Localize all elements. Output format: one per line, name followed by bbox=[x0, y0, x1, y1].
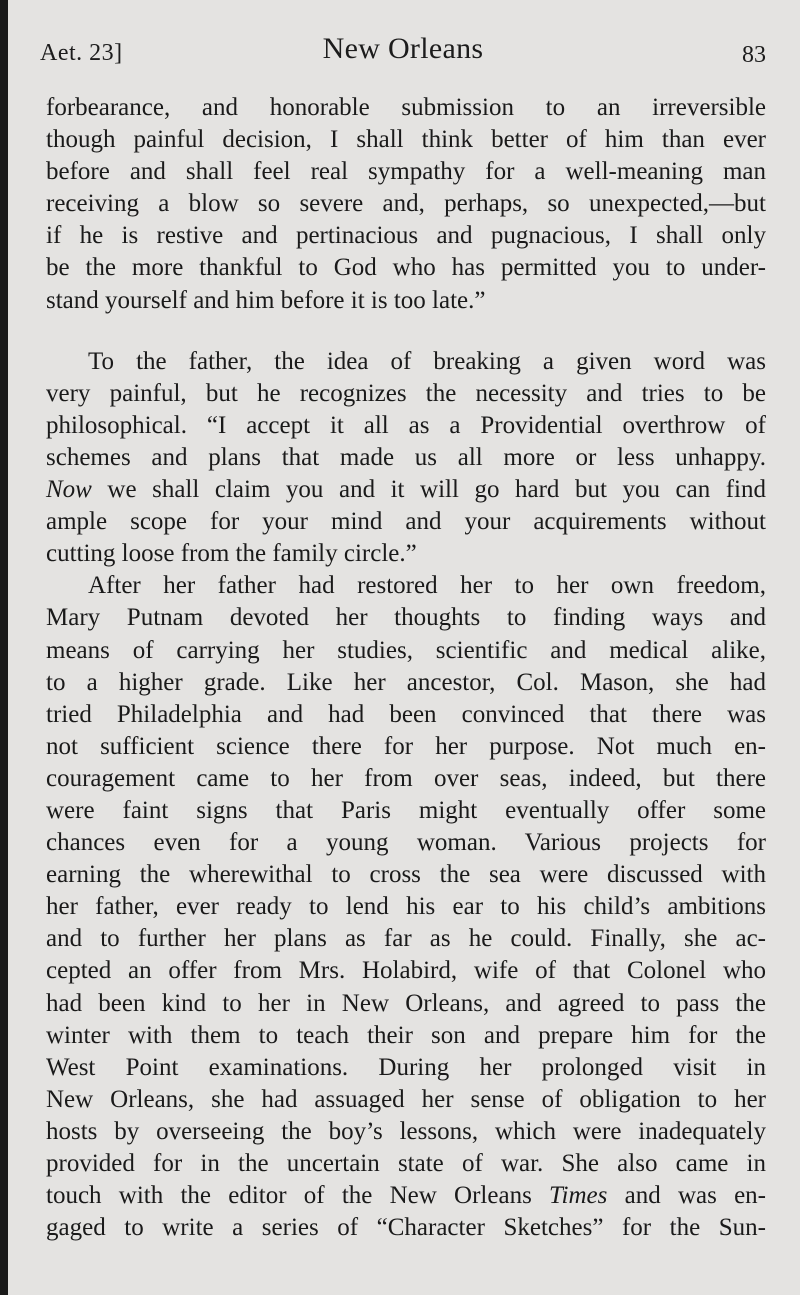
book-page bbox=[8, 0, 800, 1295]
text-line: cepted an offer from Mrs. Holabird, wife of that Colonel who bbox=[46, 957, 766, 985]
body-text bbox=[46, 92, 766, 1244]
running-head bbox=[40, 28, 766, 74]
italic-times: Times bbox=[549, 1182, 608, 1210]
text-line: West Point examinations. During her prolonged visit in bbox=[46, 1053, 766, 1081]
running-head-title: New Orleans bbox=[322, 32, 484, 65]
text-line: cutting loose from the family circle.” bbox=[46, 540, 417, 568]
text-line: ample scope for your mind and your acquirements without bbox=[46, 508, 766, 536]
paragraph-3 bbox=[46, 570, 766, 1244]
running-head-age: Aet. 23] bbox=[40, 40, 123, 66]
text-line: schemes and plans that made us all more or less unhappy. bbox=[46, 443, 766, 471]
text-line: New Orleans, she had assuaged her sense of obligation to her bbox=[46, 1085, 766, 1113]
text-line: be the more thankful to God who has permitted you to under- bbox=[46, 254, 766, 282]
text-line: had been kind to her in New Orleans, and agreed to pass the bbox=[46, 989, 766, 1017]
text-line: Mary Putnam devoted her thoughts to finding ways and bbox=[46, 604, 766, 632]
paragraph-2 bbox=[46, 346, 766, 571]
text-line: provided for in the uncertain state of war. She also came in bbox=[46, 1150, 766, 1177]
text-line: gaged to write a series of “Character Sketches” for the Sun- bbox=[46, 1214, 766, 1242]
text-line: though painful decision, I shall think better of him than ever bbox=[46, 126, 766, 154]
text-line: means of carrying her studies, scientific and medical alike, bbox=[46, 636, 766, 664]
text-line-end: and was en- bbox=[624, 1182, 766, 1210]
text-line: were faint signs that Paris might eventually offer some bbox=[46, 796, 766, 824]
paragraph-gap bbox=[46, 317, 766, 346]
text-line-with-italic bbox=[46, 1180, 766, 1212]
text-line: tried Philadelphia and had been convinced that there was bbox=[46, 700, 766, 728]
text-line: and to further her plans as far as he could. Finally, she ac- bbox=[46, 925, 766, 953]
text-line: hosts by overseeing the boy’s lessons, which were inadequately bbox=[46, 1117, 766, 1145]
text-line: her father, ever ready to lend his ear to his child’s ambitions bbox=[46, 893, 766, 921]
text-line-rest: we shall claim you and it will go hard but you can find bbox=[107, 476, 767, 504]
text-line: couragement came to her from over seas, indeed, but there bbox=[46, 764, 766, 792]
text-line: receiving a blow so severe and, perhaps, so unexpected,—but bbox=[46, 190, 766, 218]
italic-now: Now bbox=[46, 476, 92, 504]
text-line: not sufficient science there for her purpose. Not much en- bbox=[46, 732, 766, 760]
text-line-with-italic bbox=[46, 474, 766, 506]
text-line: philosophical. “I accept it all as a Providential overthrow of bbox=[46, 411, 766, 439]
text-line: To the father, the idea of breaking a given word was bbox=[88, 347, 766, 375]
text-line: earning the wherewithal to cross the sea were discussed with bbox=[46, 861, 766, 889]
text-line: if he is restive and pertinacious and pugnacious, I shall only bbox=[46, 222, 766, 250]
text-line: chances even for a young woman. Various projects for bbox=[46, 829, 766, 857]
text-line: stand yourself and him before it is too late.” bbox=[46, 286, 486, 314]
text-line: After her father had restored her to her own freedom, bbox=[88, 572, 766, 600]
paragraph-1 bbox=[46, 92, 766, 317]
text-line: very painful, but he recognizes the necessity and tries to be bbox=[46, 379, 766, 407]
text-line-start: touch with the editor of the New Orleans bbox=[46, 1182, 532, 1210]
page-number: 83 bbox=[742, 42, 766, 68]
text-line: before and shall feel real sympathy for a well-meaning man bbox=[46, 158, 766, 186]
text-line: forbearance, and honorable submission to an irreversible bbox=[46, 94, 766, 121]
text-line: winter with them to teach their son and prepare him for the bbox=[46, 1021, 766, 1049]
text-line: to a higher grade. Like her ancestor, Col. Mason, she had bbox=[46, 668, 766, 696]
